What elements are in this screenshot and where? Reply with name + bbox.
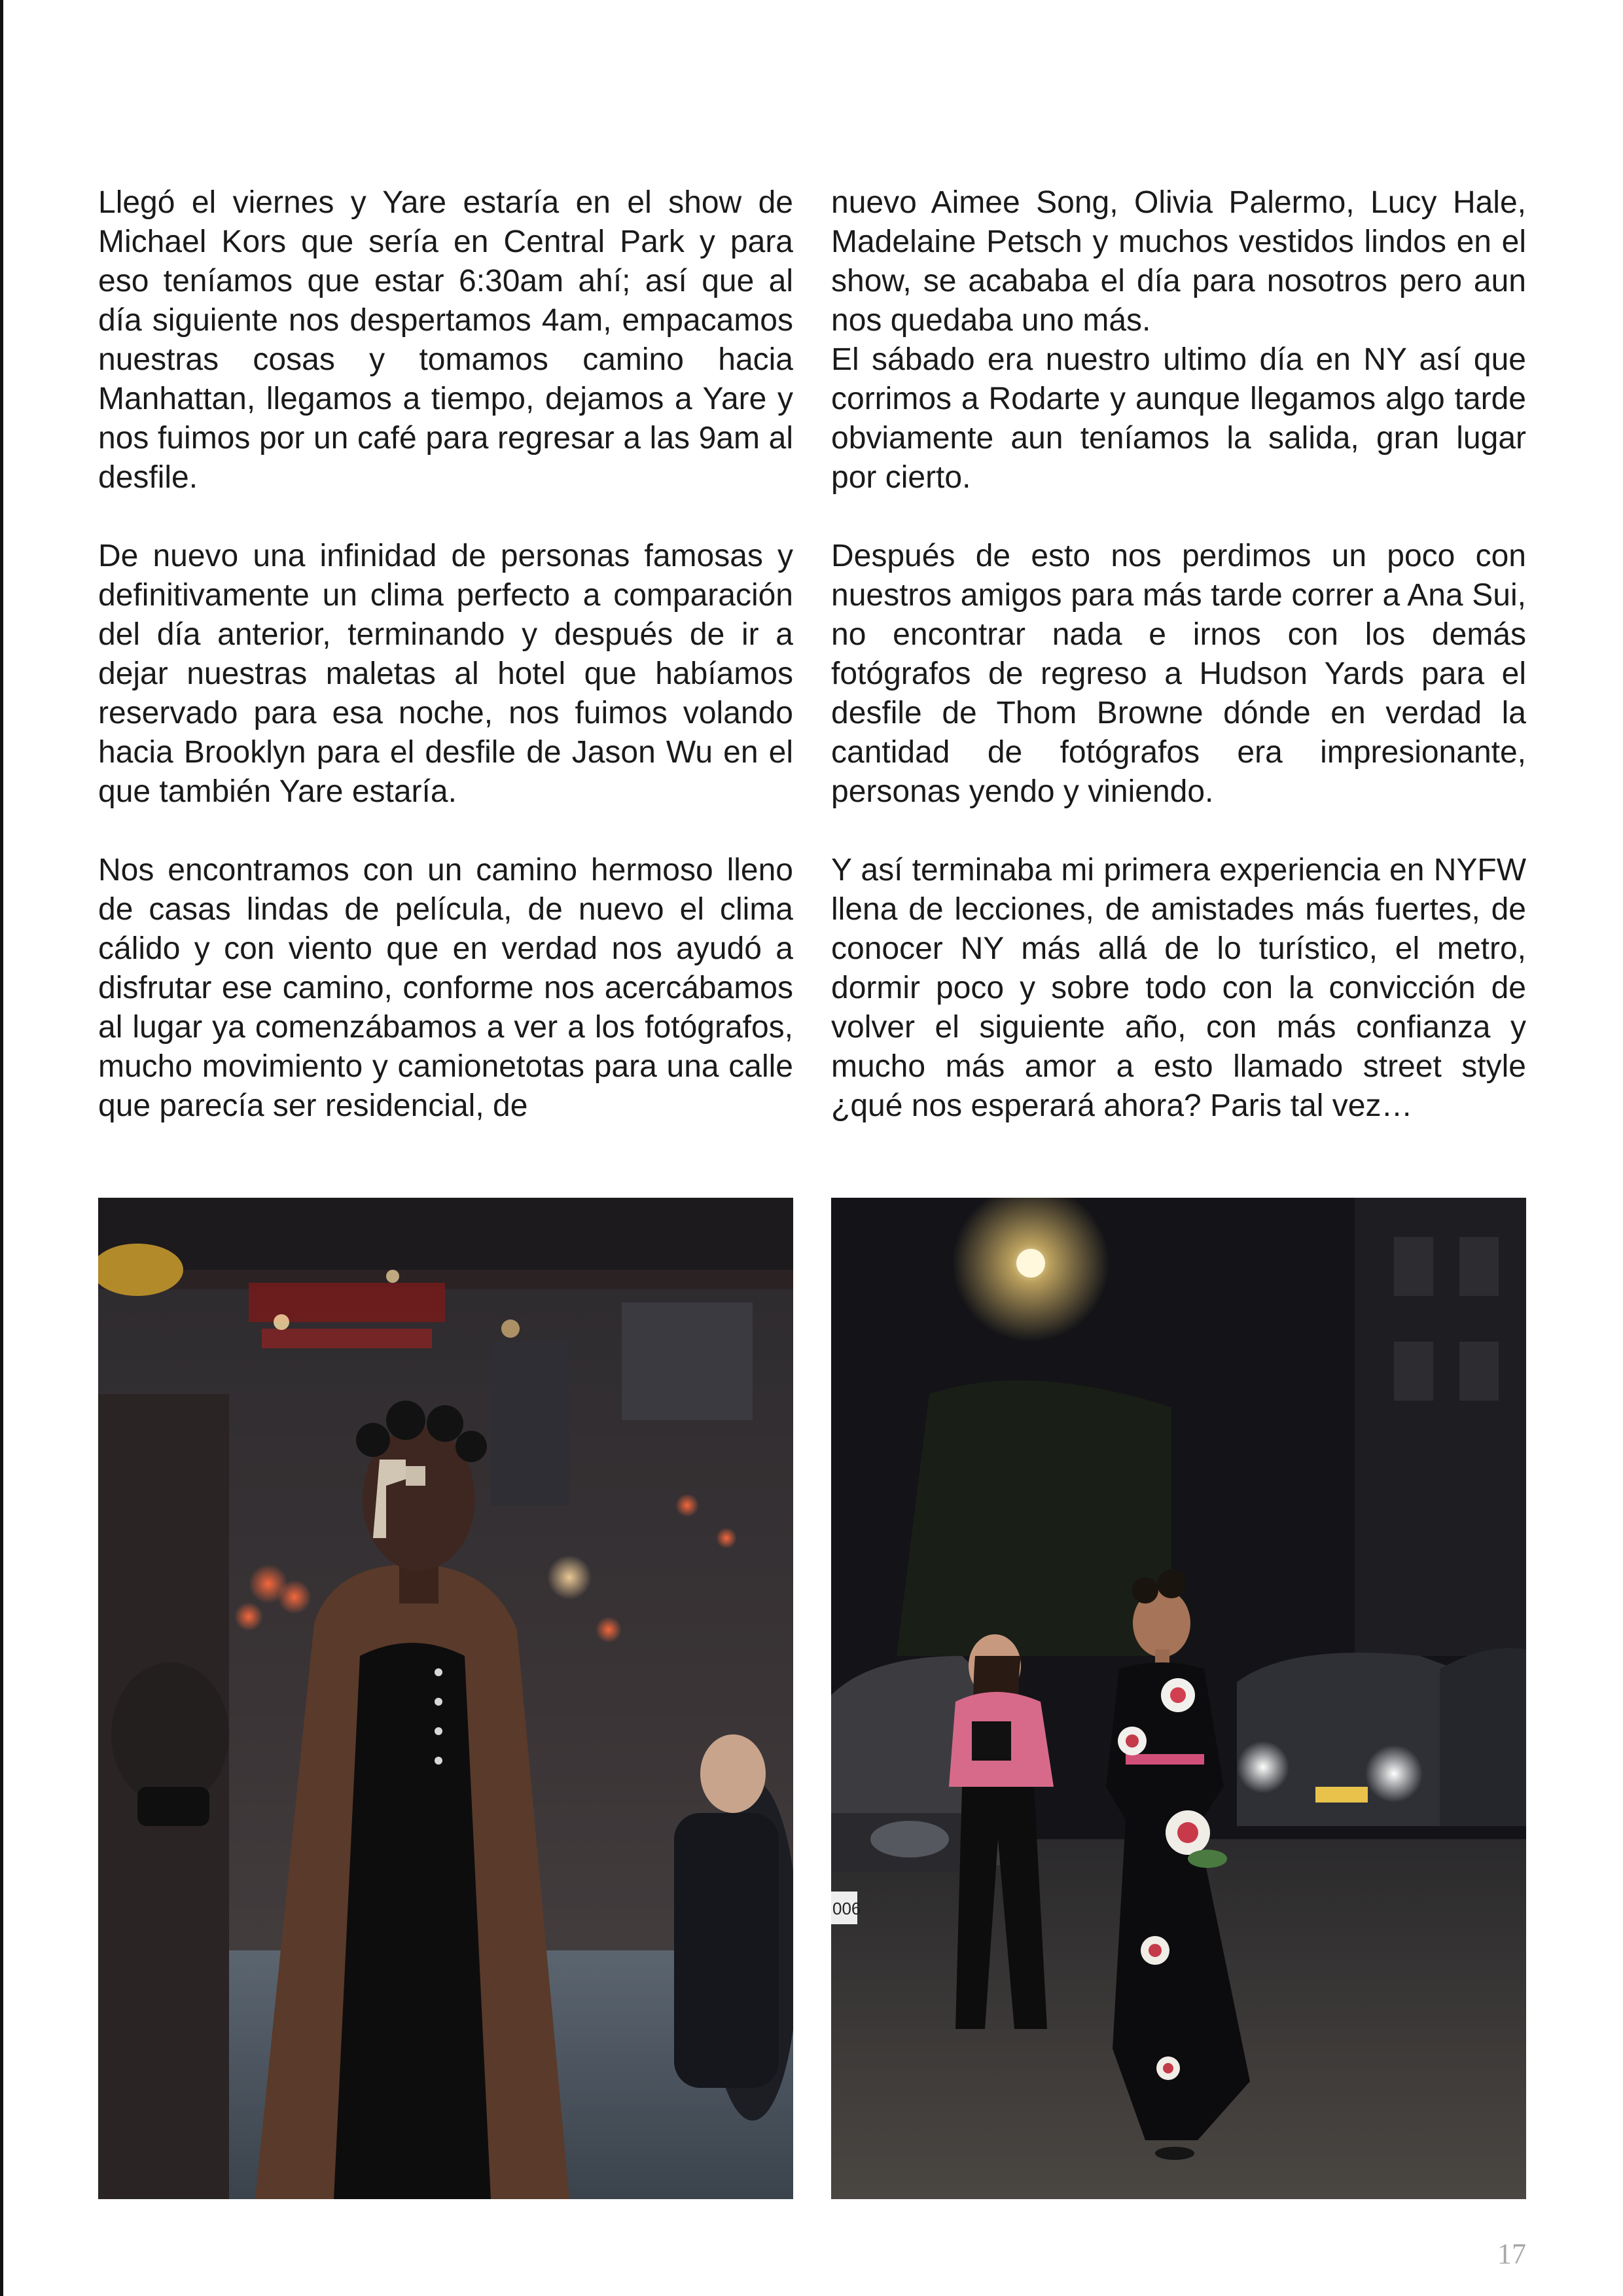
paragraph: El sábado era nuestro ultimo día en NY así que corrimos a Rodarte y aunque llegamos algo tarde obviamente aun teníamos la salida, gran lugar por cierto.	[831, 342, 1526, 495]
paragraph: nuevo Aimee Song, Olivia Palermo, Lucy Hale, Madelaine Petsch y muchos vestidos lindos en el show, se acababa el día para nosotros pero aun nos quedaba uno más.	[831, 185, 1526, 338]
paragraph: De nuevo una infinidad de personas famosas y definitivamente un clima perfecto a comparación del día anterior, terminando y después de ir a dejar nuestras maletas al hotel que habíamos reservado para esa noche, nos fuimos volando hacia Brooklyn para el desfile de Jason Wu en el que también Yare estaría.	[98, 539, 793, 809]
page-edge-line	[0, 0, 3, 2296]
text-column-right	[831, 183, 1526, 1145]
page-number: 17	[1497, 2238, 1526, 2270]
paragraph: Y así terminaba mi primera experiencia en NYFW llena de lecciones, de amistades más fuertes, de conocer NY más allá de lo turístico, el metro, dormir poco y sobre todo con la convicción de volver el siguiente año, con más confianza y mucho más amor a esto llamado street style ¿qué nos esperará ahora? Paris tal vez…	[831, 853, 1526, 1123]
paragraph: Después de esto nos perdimos un poco con nuestros amigos para más tarde correr a Ana Sui, no encontrar nada e irnos con los demás fotógrafos de regreso a Hudson Yards para el desfile de Thom Browne dónde en verdad la cantidad de fotógrafos era impresionante, personas yendo y viniendo.	[831, 539, 1526, 809]
license-plate-text: 006	[832, 1899, 861, 1918]
paragraph: Llegó el viernes y Yare estaría en el show de Michael Kors que sería en Central Park y para eso teníamos que estar 6:30am ahí; así que al día siguiente nos despertamos 4am, empacamos nuestras cosas y tomamos camino hacia Manhattan, llegamos a tiempo, dejamos a Yare y nos fuimos por un café para regresar a las 9am al desfile.	[98, 185, 793, 495]
text-column-left	[98, 183, 793, 1145]
photo-illustration	[831, 1198, 1526, 2199]
photo-illustration	[98, 1198, 793, 2199]
paragraph: Nos encontramos con un camino hermoso lleno de casas lindas de película, de nuevo el clima cálido y con viento que en verdad nos ayudó a disfrutar ese camino, conforme nos acercábamos al lugar ya comenzábamos a ver a los fotógrafos, mucho movimiento y camionetotas para una calle que parecía ser residencial, de	[98, 853, 793, 1123]
photo-night-street-models	[831, 1198, 1526, 2199]
photo-street-model-city	[98, 1198, 793, 2199]
